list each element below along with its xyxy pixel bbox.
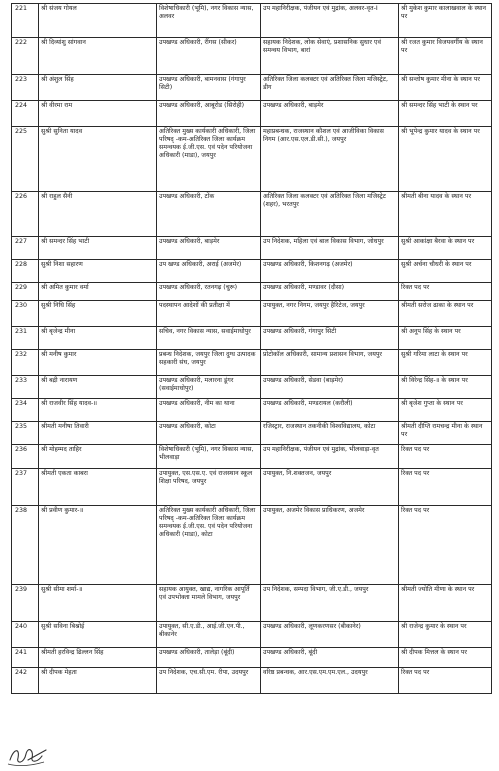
serial-number: 223 bbox=[12, 75, 39, 101]
vice-remark: श्री राजेन्द्र कुमार के स्थान पर bbox=[399, 622, 492, 648]
vice-remark: रिक्त पद पर bbox=[399, 283, 492, 301]
vice-remark: श्रीमती सरोज ढाका के स्थान पर bbox=[399, 301, 492, 327]
officer-name: श्री बद्री नारायण bbox=[39, 376, 157, 399]
current-posting: उपायुक्त, सी.ए.डी., आई.जी.एन.पी., बीकानेर bbox=[157, 622, 261, 648]
transfer-table-body bbox=[12, 4, 492, 694]
vice-remark: श्री विरेन्द्र सिंह-॥ के स्थान पर bbox=[399, 376, 492, 399]
officer-name: श्री दिव्यांशु सांगवान bbox=[39, 38, 157, 75]
vice-remark: श्री भूपेन्द्र कुमार यादव के स्थान पर bbox=[399, 127, 492, 192]
serial-number: 238 bbox=[12, 506, 39, 585]
officer-name: श्री संजय गोयल bbox=[39, 4, 157, 38]
table-row bbox=[12, 75, 492, 101]
serial-number: 236 bbox=[12, 445, 39, 469]
current-posting: विशेषाधिकारी (भूमि), नगर विकास न्यास, भीलवाड़ा bbox=[157, 445, 261, 469]
officer-name: श्री मनीष कुमार bbox=[39, 350, 157, 376]
vice-remark: सुश्री गरिमा लाटा के स्थान पर bbox=[399, 350, 492, 376]
table-row bbox=[12, 506, 492, 585]
current-posting: उपखण्ड अधिकारी, नीम का थाना bbox=[157, 399, 261, 422]
new-posting: उपखण्ड अधिकारी, किशनगढ़ (अजमेर) bbox=[261, 260, 399, 283]
serial-number: 222 bbox=[12, 38, 39, 75]
serial-number: 237 bbox=[12, 469, 39, 506]
table-row bbox=[12, 445, 492, 469]
serial-number: 228 bbox=[12, 260, 39, 283]
officer-name: श्री मोहम्मद ताहिर bbox=[39, 445, 157, 469]
vice-remark: श्रीमती बीना यादव के स्थान पर bbox=[399, 192, 492, 237]
table-row bbox=[12, 376, 492, 399]
current-posting: उपखण्ड अधिकारी, तालेड़ा (बूंदी) bbox=[157, 648, 261, 668]
handwritten-signature bbox=[6, 742, 48, 768]
new-posting: सहायक निदेशक, लोक सेवाएं, प्रशासनिक सुधार एवं समन्वय विभाग, बारां bbox=[261, 38, 399, 75]
table-row bbox=[12, 283, 492, 301]
officer-name: सुश्री निशा सहारण bbox=[39, 260, 157, 283]
new-posting: अतिरिक्त जिला कलक्टर एवं अतिरिक्त जिला मजिस्ट्रेट, डीग bbox=[261, 75, 399, 101]
serial-number: 240 bbox=[12, 622, 39, 648]
current-posting: उप खण्ड अधिकारी, अराई (अजमेर) bbox=[157, 260, 261, 283]
serial-number: 233 bbox=[12, 376, 39, 399]
vice-remark: श्री रजत कुमार विजयवर्गीय के स्थान पर bbox=[399, 38, 492, 75]
table-row bbox=[12, 101, 492, 127]
new-posting: उप महानिरीक्षक, पंजीयन एवं मुद्रांक, अलवर-वृत-I bbox=[261, 4, 399, 38]
current-posting: उपखण्ड अधिकारी, आबूरोड (सिरोही) bbox=[157, 101, 261, 127]
table-row bbox=[12, 648, 492, 668]
new-posting: प्रोटोकॉल अधिकारी, सामान्य प्रशासन विभाग, जयपुर bbox=[261, 350, 399, 376]
officer-name: श्री बृजेन्द्र मीना bbox=[39, 327, 157, 350]
officer-name: श्री राहुल सैनी bbox=[39, 192, 157, 237]
officer-name: सुश्री निधि सिंह bbox=[39, 301, 157, 327]
officer-name: श्रीमती हरविन्द्र ढिल्लन सिंह bbox=[39, 648, 157, 668]
table-row bbox=[12, 668, 492, 694]
serial-number: 230 bbox=[12, 301, 39, 327]
new-posting: उप निदेशक, सम्पदा विभाग, जी.ए.डी., जयपुर bbox=[261, 585, 399, 622]
vice-remark: रिक्त पद पर bbox=[399, 469, 492, 506]
new-posting: उपायुक्त, नगर निगम, जयपुर हैरिटेज, जयपुर bbox=[261, 301, 399, 327]
table-row bbox=[12, 127, 492, 192]
current-posting: उपखण्ड अधिकारी, रींगस (सीकर) bbox=[157, 38, 261, 75]
table-row bbox=[12, 38, 492, 75]
new-posting: उपायुक्त, नि.शक्तजन, जयपुर bbox=[261, 469, 399, 506]
table-row bbox=[12, 350, 492, 376]
officer-name: श्री समन्दर सिंह भाटी bbox=[39, 237, 157, 260]
vice-remark: श्री मुकेश कुमार कालाखवाल के स्थान पर bbox=[399, 4, 492, 38]
serial-number: 231 bbox=[12, 327, 39, 350]
current-posting: प्रबन्ध निदेशक, जयपुर जिला दुग्ध उत्पादक सहकारी संघ, जयपुर bbox=[157, 350, 261, 376]
current-posting: उपखण्ड अधिकारी, मलारना डूंगर (सवाईमाधोपुर) bbox=[157, 376, 261, 399]
new-posting: उपखण्ड अधिकारी, गंगापुर सिटी bbox=[261, 327, 399, 350]
new-posting: उपखण्ड अधिकारी, बूंदी bbox=[261, 648, 399, 668]
new-posting: उपखण्ड अधिकारी, बाड़मेर bbox=[261, 101, 399, 127]
new-posting: उपायुक्त, अजमेर विकास प्राधिकरण, अजमेर bbox=[261, 506, 399, 585]
table-row bbox=[12, 327, 492, 350]
current-posting: सहायक आयुक्त, खाद्य, नागरिक आपूर्ति एवं उपभोक्ता मामले विभाग, जयपुर bbox=[157, 585, 261, 622]
vice-remark: श्री दीपक मित्तल के स्थान पर bbox=[399, 648, 492, 668]
current-posting: उपखण्ड अधिकारी, रतनगढ़ (चुरू) bbox=[157, 283, 261, 301]
vice-remark: सुश्री अर्चना चौधरी के स्थान पर bbox=[399, 260, 492, 283]
new-posting: उपखण्ड अधिकारी, मण्डावर (दौसा) bbox=[261, 283, 399, 301]
officer-name: सुश्री सविना बिश्नोई bbox=[39, 622, 157, 648]
current-posting: उपखण्ड अधिकारी, बाड़मेर bbox=[157, 237, 261, 260]
vice-remark: रिक्त पद पर bbox=[399, 445, 492, 469]
transfer-order-sheet bbox=[11, 3, 491, 694]
officer-name: श्रीमती एकता काबरा bbox=[39, 469, 157, 506]
vice-remark: सुश्री आकांक्षा बैरवा के स्थान पर bbox=[399, 237, 492, 260]
table-row bbox=[12, 192, 492, 237]
officer-name: सुश्री सुनिता यादव bbox=[39, 127, 157, 192]
vice-remark: श्री अनूप सिंह के स्थान पर bbox=[399, 327, 492, 350]
vice-remark: श्री सन्तोष कुमार मीना के स्थान पर bbox=[399, 75, 492, 101]
serial-number: 226 bbox=[12, 192, 39, 237]
new-posting: उप महानिरीक्षक, पंजीयन एवं मुद्रांक, भीलवाड़ा-वृत bbox=[261, 445, 399, 469]
current-posting: उपखण्ड अधिकारी, कोटा bbox=[157, 422, 261, 445]
serial-number: 221 bbox=[12, 4, 39, 38]
current-posting: सचिव, नगर विकास न्यास, सवाईमाधोपुर bbox=[157, 327, 261, 350]
new-posting: उपखण्ड अधिकारी, लूणकरणसर (बीकानेर) bbox=[261, 622, 399, 648]
table-row bbox=[12, 622, 492, 648]
vice-remark: श्री बृजेश गुप्ता के स्थान पर bbox=[399, 399, 492, 422]
new-posting: वरिष्ठ प्रबन्धक, आर.एस.एम.एम.एल., उदयपुर bbox=[261, 668, 399, 694]
serial-number: 225 bbox=[12, 127, 39, 192]
new-posting: उप निदेशक, महिला एवं बाल विकास विभाग, जोधपुर bbox=[261, 237, 399, 260]
serial-number: 232 bbox=[12, 350, 39, 376]
table-row bbox=[12, 422, 492, 445]
table-row bbox=[12, 469, 492, 506]
new-posting: उपखण्ड अधिकारी, सेडवा (बाड़मेर) bbox=[261, 376, 399, 399]
table-row bbox=[12, 237, 492, 260]
serial-number: 241 bbox=[12, 648, 39, 668]
current-posting: उपखण्ड अधिकारी, बामनवास (गंगापुर सिटी) bbox=[157, 75, 261, 101]
officer-name: श्री दीपक मेहता bbox=[39, 668, 157, 694]
table-row bbox=[12, 260, 492, 283]
current-posting: विशेषाधिकारी (भूमि), नगर विकास न्यास, अलवर bbox=[157, 4, 261, 38]
new-posting: रजिस्ट्रार, राजस्थान तकनीकी विश्वविद्यालय, कोटा bbox=[261, 422, 399, 445]
vice-remark: श्रीमती ज्योति मीणा के स्थान पर bbox=[399, 585, 492, 622]
serial-number: 234 bbox=[12, 399, 39, 422]
table-row bbox=[12, 4, 492, 38]
vice-remark: रिक्त पद पर bbox=[399, 668, 492, 694]
serial-number: 242 bbox=[12, 668, 39, 694]
serial-number: 224 bbox=[12, 101, 39, 127]
vice-remark: श्रीमती दीप्ति रामचन्द्र मीना के स्थान पर bbox=[399, 422, 492, 445]
vice-remark: रिक्त पद पर bbox=[399, 506, 492, 585]
new-posting: महाप्रबन्धक, राजस्थान कौशल एवं आजीविका विकास निगम (आर.एस.एल.डी.सी.), जयपुर bbox=[261, 127, 399, 192]
vice-remark: श्री समन्दर सिंह भाटी के स्थान पर bbox=[399, 101, 492, 127]
current-posting: उपखण्ड अधिकारी, टोंक bbox=[157, 192, 261, 237]
serial-number: 227 bbox=[12, 237, 39, 260]
officer-name: श्रीमती मनीषा तिवारी bbox=[39, 422, 157, 445]
officer-name: श्री अंशुल सिंह bbox=[39, 75, 157, 101]
table-row bbox=[12, 301, 492, 327]
table-row bbox=[12, 399, 492, 422]
officer-name: श्री प्रवीण कुमार-॥ bbox=[39, 506, 157, 585]
current-posting: उपायुक्त, एस.एस.ए. एवं राजस्थान स्कूल शिक्षा परिषद, जयपुर bbox=[157, 469, 261, 506]
current-posting: अतिरिक्त मुख्य कार्यकारी अधिकारी, जिला परिषद् -कम-अतिरिक्त जिला कार्यक्रम समन्वयक ई.जी.एस. एवं पदेन परियोजना अधिकारी (माडा), कोटा bbox=[157, 506, 261, 585]
transfer-table bbox=[11, 3, 492, 694]
serial-number: 235 bbox=[12, 422, 39, 445]
serial-number: 229 bbox=[12, 283, 39, 301]
table-row bbox=[12, 585, 492, 622]
current-posting: उप निदेशक, एच.सी.एम. रीपा, उदयपुर bbox=[157, 668, 261, 694]
new-posting: अतिरिक्त जिला कलक्टर एवं अतिरिक्त जिला मजिस्ट्रेट (शहर), भरतपुर bbox=[261, 192, 399, 237]
new-posting: उपखण्ड अधिकारी, मण्डरायल (करौली) bbox=[261, 399, 399, 422]
officer-name: सुश्री सीमा शर्मा-॥ bbox=[39, 585, 157, 622]
current-posting: अतिरिक्त मुख्य कार्यकारी अधिकारी, जिला परिषद् -कम-अतिरिक्त जिला कार्यक्रम समन्वयक ई.जी.एस. एवं पदेन परियोजना अधिकारी (माडा), जयपुर bbox=[157, 127, 261, 192]
current-posting: पदस्थापन आदेशों की प्रतीक्षा में bbox=[157, 301, 261, 327]
officer-name: श्री राजवीर सिंह यादव-॥ bbox=[39, 399, 157, 422]
serial-number: 239 bbox=[12, 585, 39, 622]
officer-name: श्री अमित कुमार वर्मा bbox=[39, 283, 157, 301]
officer-name: श्री वीरमा राम bbox=[39, 101, 157, 127]
